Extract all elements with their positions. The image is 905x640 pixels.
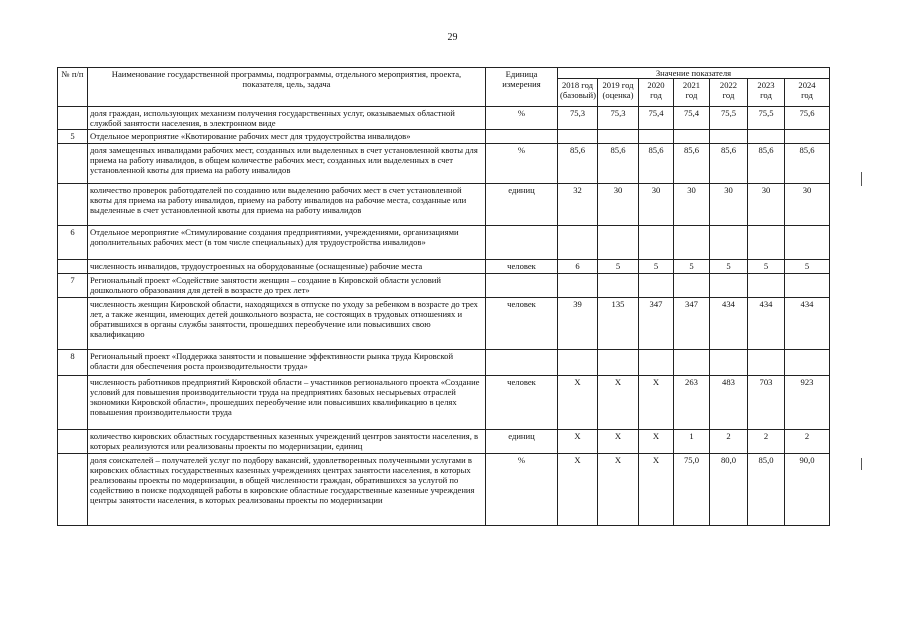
indicator-name: количество проверок работодателей по созданию или выделению рабочих мест в счет установленной квоты для приема на работу инвалидов, приему на работу инвалидов на рабочие места, созданные или выделенные в счет установленной квоты для приема на работу инвалидов [88, 183, 486, 225]
indicator-value [639, 130, 674, 143]
indicator-unit: % [486, 453, 558, 525]
indicator-value: 85,6 [639, 143, 674, 183]
indicator-value [748, 225, 785, 259]
indicator-value: 85,6 [558, 143, 598, 183]
indicator-value: Х [639, 453, 674, 525]
indicator-value: 703 [748, 375, 785, 429]
indicator-value: 30 [674, 183, 710, 225]
header-unit: Единица измерения [486, 68, 558, 107]
indicator-value: Х [639, 429, 674, 453]
row-number: 8 [58, 349, 88, 375]
indicator-value: 2 [710, 429, 748, 453]
indicator-value: 75,4 [639, 107, 674, 130]
row-number [58, 375, 88, 429]
indicator-value: 90,0 [785, 453, 830, 525]
indicator-name: доля замещенных инвалидами рабочих мест, созданных или выделенных в счет установленной квоты для приема на работу инвалидов, в общем количестве рабочих мест, созданных или выделенных в счет установленной квоты для приема на работу инвалидов [88, 143, 486, 183]
indicator-value [598, 130, 639, 143]
table-row [58, 107, 830, 130]
table-row [58, 349, 830, 375]
indicator-value: 6 [558, 259, 598, 273]
indicator-value [674, 130, 710, 143]
indicator-value: Х [598, 429, 639, 453]
indicator-value [748, 273, 785, 297]
indicator-value [710, 349, 748, 375]
indicator-value [598, 273, 639, 297]
indicator-value: 5 [710, 259, 748, 273]
header-year-note: год [722, 90, 735, 101]
header-year [785, 79, 830, 107]
indicator-value [785, 349, 830, 375]
page-number: 29 [447, 32, 458, 43]
indicator-value: 2 [748, 429, 785, 453]
indicator-value: Х [558, 429, 598, 453]
indicator-value [558, 273, 598, 297]
header-year [598, 79, 639, 107]
indicator-value: 30 [639, 183, 674, 225]
table-row [58, 183, 830, 225]
header-year-label: 2023 [757, 80, 775, 91]
row-number: 5 [58, 130, 88, 143]
indicator-value: 75,4 [674, 107, 710, 130]
indicator-value: 80,0 [710, 453, 748, 525]
indicator-name: численность женщин Кировской области, находящихся в отпуске по уходу за ребенком в возрасте до трех лет, а также женщин, имеющих детей дошкольного возраста, не состоящих в трудовых отношениях и обратившихся в органы службы занятости, прошедших переобучение или повысивших свою квалификацию [88, 297, 486, 349]
header-year-note: год [801, 90, 813, 101]
table-row [58, 429, 830, 453]
indicator-value: 135 [598, 297, 639, 349]
table-row [58, 375, 830, 429]
row-number [58, 143, 88, 183]
header-year-label: 2024 [798, 80, 816, 91]
header-year [748, 79, 785, 107]
indicator-unit [486, 225, 558, 259]
indicator-value [785, 273, 830, 297]
indicator-value: 1 [674, 429, 710, 453]
indicator-table [57, 67, 830, 526]
indicator-value: 434 [748, 297, 785, 349]
indicator-value [639, 273, 674, 297]
indicator-name: численность инвалидов, трудоустроенных на оборудованные (оснащенные) рабочие места [88, 259, 486, 273]
scan-mark [861, 458, 862, 470]
indicator-value [639, 349, 674, 375]
indicator-value: Х [639, 375, 674, 429]
table-body [58, 107, 830, 525]
header-year [710, 79, 748, 107]
scan-mark [861, 172, 862, 186]
row-number [58, 107, 88, 130]
indicator-name: Региональный проект «Поддержка занятости и повышение эффективности рынка труда Кировской области для обеспечения роста производительности труда» [88, 349, 486, 375]
indicator-unit: единиц [486, 429, 558, 453]
header-year-note: год [685, 90, 698, 101]
indicator-unit: % [486, 107, 558, 130]
header-year-label: 2020 [647, 80, 665, 91]
indicator-value: 75,5 [748, 107, 785, 130]
indicator-value: 30 [748, 183, 785, 225]
indicator-value: 923 [785, 375, 830, 429]
indicator-value: Х [558, 375, 598, 429]
indicator-value: Х [558, 453, 598, 525]
indicator-value: 85,6 [598, 143, 639, 183]
header-year-note: (оценка) [602, 90, 634, 101]
row-number [58, 297, 88, 349]
table-row [58, 259, 830, 273]
header-values-group: Значение показателя [558, 68, 830, 79]
indicator-value: 85,6 [785, 143, 830, 183]
header-year-note: (базовый) [560, 90, 596, 101]
indicator-value: 347 [639, 297, 674, 349]
indicator-unit [486, 130, 558, 143]
indicator-name: Отдельное мероприятие «Квотирование рабочих мест для трудоустройства инвалидов» [88, 130, 486, 143]
header-year-label: 2021 [682, 80, 701, 91]
indicator-value [598, 225, 639, 259]
indicator-value: 85,6 [710, 143, 748, 183]
table-row [58, 143, 830, 183]
indicator-value: 75,3 [558, 107, 598, 130]
row-number [58, 429, 88, 453]
indicator-value: 5 [785, 259, 830, 273]
indicator-name: количество кировских областных государственных казенных учреждений центров занятости населения, в которых реализуются или реализованы проекты по модернизации, единиц [88, 429, 486, 453]
indicator-value: 263 [674, 375, 710, 429]
indicator-value: 75,3 [598, 107, 639, 130]
indicator-value: 2 [785, 429, 830, 453]
indicator-value: 75,5 [710, 107, 748, 130]
indicator-value: 30 [710, 183, 748, 225]
header-year-note: год [760, 90, 772, 101]
indicator-value: 5 [748, 259, 785, 273]
indicator-unit: единиц [486, 183, 558, 225]
header-year-note: год [650, 90, 662, 101]
indicator-name: численность работников предприятий Кировской области – участников регионального проекта «Создание условий для повышения производительности труда на предприятиях базовых несырьевых отраслей экономики Кировской области», прошедших переобучение или повысивших квалификацию в целях повышения производительности труда [88, 375, 486, 429]
indicator-value: 30 [598, 183, 639, 225]
indicator-value [558, 349, 598, 375]
indicator-value: 75,6 [785, 107, 830, 130]
table-row [58, 273, 830, 297]
indicator-value [639, 225, 674, 259]
row-number [58, 453, 88, 525]
indicator-value [710, 225, 748, 259]
indicator-name: доля граждан, использующих механизм получения государственных услуг, оказываемых областной службой занятости населения, в электронном виде [88, 107, 486, 130]
indicator-value [674, 273, 710, 297]
indicator-value [674, 225, 710, 259]
indicator-unit [486, 349, 558, 375]
indicator-value [598, 349, 639, 375]
indicator-value [710, 130, 748, 143]
indicator-name: Отдельное мероприятие «Стимулирование создания предприятиями, учреждениями, организациями дополнительных рабочих мест (в том числе специальных) для трудоустройства инвалидов» [88, 225, 486, 259]
indicator-value: 32 [558, 183, 598, 225]
indicator-value [674, 349, 710, 375]
row-number: 7 [58, 273, 88, 297]
table-row [58, 130, 830, 143]
indicator-value: 434 [785, 297, 830, 349]
row-number [58, 183, 88, 225]
indicator-unit: % [486, 143, 558, 183]
header-name: Наименование государственной программы, подпрограммы, отдельного мероприятия, проекта, показателя, цель, задача [88, 68, 486, 107]
indicator-name: доля соискателей – получателей услуг по подбору вакансий, удовлетворенных полученными услугами в кировских областных государственных казенных учреждениях центрах занятости населения, в которых реализованы проекты по модернизации, в общей численности граждан, обратившихся за услугой по содействию в поиске подходящей работы в кировские областные государственные казенные учреждения центры занятости населения, в которых реализованы проекты по модернизации [88, 453, 486, 525]
indicator-value: 5 [598, 259, 639, 273]
indicator-value: 30 [785, 183, 830, 225]
indicator-value: 85,0 [748, 453, 785, 525]
indicator-value: 434 [710, 297, 748, 349]
indicator-value [785, 225, 830, 259]
header-year-label: 2018 год [561, 80, 594, 91]
indicator-value [558, 130, 598, 143]
indicator-value: Х [598, 375, 639, 429]
indicator-value: 483 [710, 375, 748, 429]
indicator-unit [486, 273, 558, 297]
indicator-value: 5 [674, 259, 710, 273]
indicator-value [558, 225, 598, 259]
indicator-value: 85,6 [674, 143, 710, 183]
indicator-unit: человек [486, 297, 558, 349]
row-number [58, 259, 88, 273]
table-row [58, 453, 830, 525]
indicator-name: Региональный проект «Содействие занятости женщин – создание в Кировской области условий дошкольного образования для детей в возрасте до трех лет» [88, 273, 486, 297]
table-row [58, 297, 830, 349]
header-num: № п/п [58, 68, 88, 107]
indicator-value: 5 [639, 259, 674, 273]
indicator-value [748, 349, 785, 375]
header-year [558, 79, 598, 107]
indicator-unit: человек [486, 259, 558, 273]
header-year [674, 79, 710, 107]
row-number: 6 [58, 225, 88, 259]
indicator-value: 347 [674, 297, 710, 349]
indicator-value [748, 130, 785, 143]
indicator-value: 75,0 [674, 453, 710, 525]
indicator-value [710, 273, 748, 297]
indicator-value: 85,6 [748, 143, 785, 183]
header-year-label: 2019 год [602, 80, 634, 91]
indicator-value: Х [598, 453, 639, 525]
header-year-label: 2022 [719, 80, 738, 91]
indicator-unit: человек [486, 375, 558, 429]
header-year [639, 79, 674, 107]
indicator-value: 39 [558, 297, 598, 349]
indicator-value [785, 130, 830, 143]
table-row [58, 225, 830, 259]
